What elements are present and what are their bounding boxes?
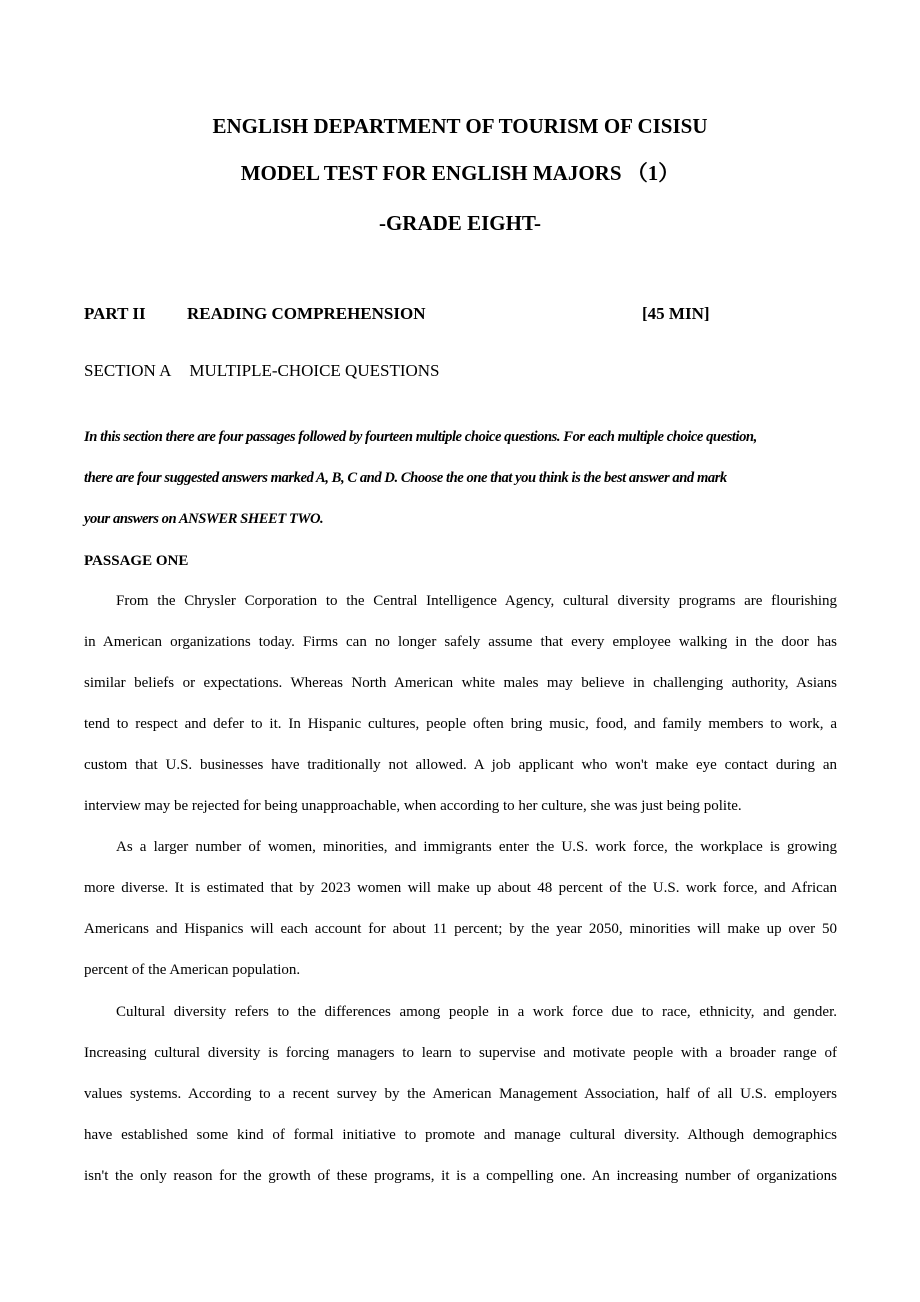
paragraph-line: percent of the American population.	[84, 962, 301, 978]
paragraph-line: in American organizations today. Firms can no longer safely assume that every employee walking in the door has	[84, 634, 837, 650]
part-heading	[84, 302, 844, 326]
passage-paragraph-1	[84, 581, 837, 827]
header-title-grade: -GRADE EIGHT-	[378, 211, 541, 235]
paragraph-line: Americans and Hispanics will each account for about 11 percent; by the year 2050, minorities will make up over 50	[84, 921, 837, 937]
paragraph-line: custom that U.S. businesses have traditionally not allowed. A job applicant who won't make eye contact during an	[84, 757, 837, 773]
paragraph-line: As a larger number of women, minorities, and immigrants enter the U.S. work force, the workplace is growing	[116, 839, 837, 855]
paragraph-line: Cultural diversity refers to the differences among people in a work force due to race, ethnicity, and gender.	[116, 1004, 837, 1020]
paragraph-line: isn't the only reason for the growth of these programs, it is a compelling one. An increasing number of organizations	[84, 1168, 837, 1184]
section-label: SECTION A	[84, 361, 172, 380]
passage-paragraph-3	[84, 992, 837, 1197]
section-heading	[84, 359, 440, 383]
paragraph-line: values systems. According to a recent survey by the American Management Association, half of all U.S. employers	[84, 1086, 837, 1102]
instructions-line: your answers on ANSWER SHEET TWO.	[84, 511, 324, 527]
paragraph-line: similar beliefs or expectations. Whereas North American white males may believe in challenging authority, Asians	[84, 675, 837, 691]
header-title-model-test: MODEL TEST FOR ENGLISH MAJORS （1）	[240, 161, 680, 185]
passage-title: PASSAGE ONE	[84, 553, 189, 569]
part-label: PART II	[84, 304, 146, 323]
passage-paragraph-2	[84, 827, 837, 991]
paragraph-line: have established some kind of formal initiative to promote and manage cultural diversity. Although demographics	[84, 1127, 837, 1143]
paragraph-line: more diverse. It is estimated that by 2023 women will make up about 48 percent of the U.S. work force, and African	[84, 880, 837, 896]
section-instructions	[84, 417, 840, 540]
paragraph-line: interview may be rejected for being unapproachable, when according to her culture, she was just being polite.	[84, 798, 742, 814]
paragraph-line: Increasing cultural diversity is forcing managers to learn to supervise and motivate people with a broader range of	[84, 1045, 837, 1061]
section-name: MULTIPLE-CHOICE QUESTIONS	[189, 361, 440, 380]
instructions-line: In this section there are four passages followed by fourteen multiple choice questions. For each multiple choice question,	[84, 429, 757, 445]
paragraph-line: tend to respect and defer to it. In Hispanic cultures, people often bring music, food, and family members to work, a	[84, 716, 837, 732]
part-name: READING COMPREHENSION	[187, 304, 426, 323]
instructions-line: there are four suggested answers marked A, B, C and D. Choose the one that you think is the best answer and mark	[84, 470, 727, 486]
part-time-limit: [45 MIN]	[642, 304, 710, 323]
header-title-department: ENGLISH DEPARTMENT OF TOURISM OF CISISU	[212, 114, 708, 138]
paragraph-line: From the Chrysler Corporation to the Central Intelligence Agency, cultural diversity programs are flourishing	[116, 593, 837, 609]
